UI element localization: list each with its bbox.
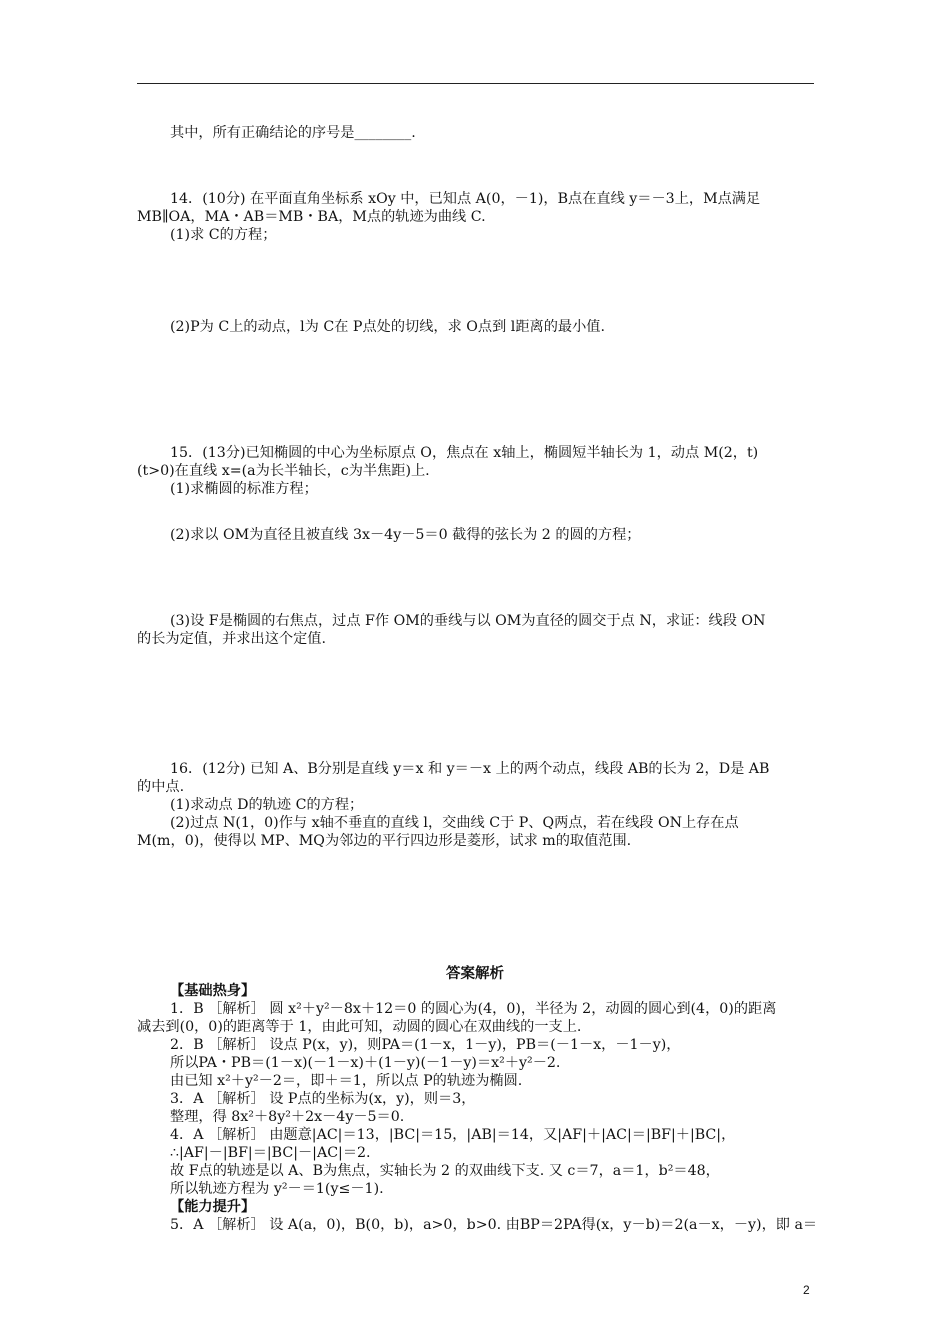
- q14-part1: (1)求 C的方程；: [170, 227, 277, 243]
- q16-part2: (2)过点 N(1，0)作与 x轴不垂直的直线 l，交曲线 C于 P、Q两点，若在线段 ON上存在点: [170, 815, 739, 831]
- q14-part2: (2)P为 C上的动点，l为 C在 P点处的切线，求 O点到 l距离的最小值.: [170, 319, 605, 335]
- q15-part3: (3)设 F是椭圆的右焦点，过点 F作 OM的垂线与以 OM为直径的圆交于点 N，求证：线段 ON: [170, 613, 766, 629]
- header-rule: [137, 83, 814, 84]
- q16-line1: 16．(12分) 已知 A、B分别是直线 y＝x 和 y＝－x 上的两个动点，线段 AB的长为 2，D是 AB: [170, 761, 770, 777]
- answer-3-line1: 3．A ［解析］ 设 P点的坐标为(x，y)，则＝3，: [170, 1091, 476, 1107]
- q15-part2: (2)求以 OM为直径且被直线 3x－4y－5＝0 截得的弦长为 2 的圆的方程；: [170, 527, 641, 543]
- answer-5-line1: 5．A ［解析］ 设 A(a，0)，B(0，b)，a>0，b>0. 由BP＝2PA得(x，y－b)＝2(a－x，－y)，即 a＝: [170, 1217, 818, 1233]
- q15-part1: (1)求椭圆的标准方程；: [170, 481, 318, 497]
- answer-section-title: 答案解析: [446, 966, 504, 982]
- section-basic-warmup: 【基础热身】: [170, 983, 256, 999]
- answer-4-line3: 故 F点的轨迹是以 A、B为焦点，实轴长为 2 的双曲线下支. 又 c＝7，a＝1，b²＝48，: [170, 1163, 720, 1179]
- q15-part3-cont: 的长为定值，并求出这个定值.: [137, 631, 326, 647]
- answer-3-line2: 整理，得 8x²＋8y²＋2x－4y－5＝0.: [170, 1109, 405, 1125]
- q15-line2: (t>0)在直线 x=(a为长半轴长，c为半焦距)上.: [137, 463, 430, 479]
- answer-1-line2: 减去到(0，0)的距离等于 1，由此可知，动圆的圆心在双曲线的一支上.: [137, 1019, 582, 1035]
- answer-2-line2: 所以PA・PB＝(1－x)(－1－x)＋(1－y)(－1－y)＝x²＋y²－2.: [170, 1055, 561, 1071]
- q15-line1: 15．(13分)已知椭圆的中心为坐标原点 O，焦点在 x轴上，椭圆短半轴长为 1，动点 M(2，t): [170, 445, 759, 461]
- answer-1-line1: 1．B ［解析］ 圆 x²＋y²－8x＋12＝0 的圆心为(4，0)，半径为 2，动圆的圆心到(4，0)的距离: [170, 1001, 777, 1017]
- answer-4-line4: 所以轨迹方程为 y²－＝1(y≤－1).: [170, 1181, 384, 1197]
- q16-part1: (1)求动点 D的轨迹 C的方程；: [170, 797, 364, 813]
- answer-2-line3: 由已知 x²＋y²－2＝，即＋＝1，所以点 P的轨迹为椭圆.: [170, 1073, 523, 1089]
- q16-part2-cont: M(m，0)，使得以 MP、MQ为邻边的平行四边形是菱形，试求 m的取值范围.: [137, 833, 632, 849]
- section-ability-improve: 【能力提升】: [170, 1199, 256, 1215]
- q14-line1: 14．(10分) 在平面直角坐标系 xOy 中，已知点 A(0，－1)，B点在直线 y＝－3上，M点满足: [170, 191, 761, 207]
- answer-2-line1: 2．B ［解析］ 设点 P(x，y)，则PA＝(1－x，1－y)，PB＝(－1－x，－1－y)，: [170, 1037, 681, 1053]
- q16-line2: 的中点.: [137, 779, 185, 795]
- answer-4-line1: 4．A ［解析］ 由题意|AC|＝13，|BC|＝15，|AB|＝14，又|AF|＋|AC|＝|BF|＋|BC|，: [170, 1127, 736, 1143]
- q13-blank-line: 其中，所有正确结论的序号是________.: [170, 125, 416, 141]
- answer-4-line2: ∴|AF|－|BF|＝|BC|－|AC|＝2.: [170, 1145, 371, 1161]
- page-number: 2: [803, 1283, 810, 1297]
- q14-line2: MB∥OA，MA・AB＝MB・BA，M点的轨迹为曲线 C.: [137, 209, 486, 225]
